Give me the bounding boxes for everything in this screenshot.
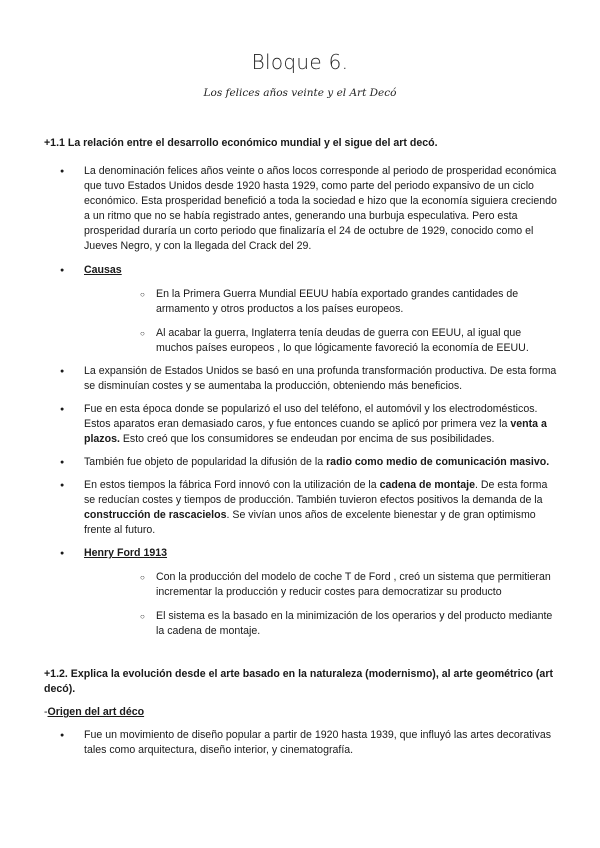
list-item: [44, 164, 560, 254]
causas-list: [84, 287, 560, 356]
ford-item: Con la producción del modelo de coche T de Ford , creó un sistema que permitieran incrementar la producción y reducir costes para democratizar su producto: [156, 571, 551, 598]
list-item: [84, 287, 560, 317]
section1-heading: +1.1 La relación entre el desarrollo económico mundial y el sigue del art decó.: [44, 137, 438, 149]
text-bold: construcción de rascacielos: [84, 509, 227, 521]
causa-item: En la Primera Guerra Mundial EEUU había exportado grandes cantidades de armamento y otros productos a los países europeos.: [156, 288, 519, 315]
text-bold: venta a plazos.: [84, 418, 547, 445]
list-item: [44, 728, 560, 758]
text-run: . Se vivían unos años de excelente bienestar y de gran optimismo frente al futuro.: [84, 509, 536, 536]
causa-item: Al acabar la guerra, Inglaterra tenía deudas de guerra con EEUU, al igual que muchos países europeos , lo que lógicamente favoreció la economía de EEUU.: [156, 327, 529, 354]
paragraph-felices-anos: La denominación felices años veinte o años locos corresponde al periodo de prosperidad económica que tuvo Estados Unidos desde 1920 hasta 1929, como parte del periodo expansivo de un ciclo económico. Esta prosperidad benefició a toda la sociedad e hizo que la economía siguiera creciendo a un ritmo que no se había registrado antes, generando una burbuja especulativa. Pero esta prosperidad duraría un corto periodo que finalizaría el 24 de octubre de 1929, conocido como el Jueves Negro, y con la llegada del Crack del 29.: [84, 165, 557, 252]
section1-list: [44, 164, 560, 639]
ford-list: [84, 570, 560, 639]
list-item: [44, 364, 560, 394]
text-run: Fue en esta época donde se popularizó el uso del teléfono, el automóvil y los electrodomésticos. Estos aparatos eran demasiado caros, y fue entonces cuando se aplicó por primera vez la: [84, 403, 538, 430]
origen-label: Origen del art déco: [47, 706, 145, 718]
ford-label: Henry Ford 1913: [84, 547, 168, 559]
list-item: [44, 455, 560, 470]
text-run: . De esta forma se reducían costes y tiempos de producción. También tuvieron efectos positivos la demanda de la: [84, 479, 548, 506]
list-item: [84, 326, 560, 356]
list-item: [84, 570, 560, 600]
origen-heading: [44, 705, 560, 720]
list-item: [84, 609, 560, 639]
text-bold: cadena de montaje: [379, 479, 475, 491]
text-run: También fue objeto de popularidad la difusión de la: [84, 456, 327, 468]
page-subtitle: Los felices años veinte y el Art Decó: [203, 87, 397, 99]
list-item: [44, 402, 560, 447]
list-item: [44, 263, 560, 356]
paragraph-origen: Fue un movimiento de diseño popular a partir de 1920 hasta 1939, que influyó las artes decorativas tales como arquitectura, diseño interior, y cinematografía.: [84, 729, 552, 756]
paragraph-expansion: La expansión de Estados Unidos se basó en una profunda transformación productiva. De esta forma se disminuían costes y se aumentaba la producción, obteniendo más beneficios.: [84, 365, 557, 392]
ford-item: El sistema es la basado en la minimización de los operarios y del producto mediante la cadena de montaje.: [156, 610, 553, 637]
causas-label: Causas: [84, 264, 122, 276]
document-body: [44, 136, 560, 758]
text-run: -: [44, 706, 48, 718]
text-bold: radio como medio de comunicación masivo.: [326, 456, 550, 468]
list-item: [44, 546, 560, 639]
section2-list: [44, 728, 560, 758]
text-run: Esto creó que los consumidores se endeudan por encima de sus posibilidades.: [119, 433, 495, 445]
list-item: [44, 478, 560, 538]
section2-heading: +1.2. Explica la evolución desde el arte basado en la naturaleza (modernismo), al arte geométrico (art decó).: [44, 668, 553, 695]
page-title: Bloque 6.: [251, 50, 349, 74]
text-run: En estos tiempos la fábrica Ford innovó con la utilización de la: [84, 479, 380, 491]
